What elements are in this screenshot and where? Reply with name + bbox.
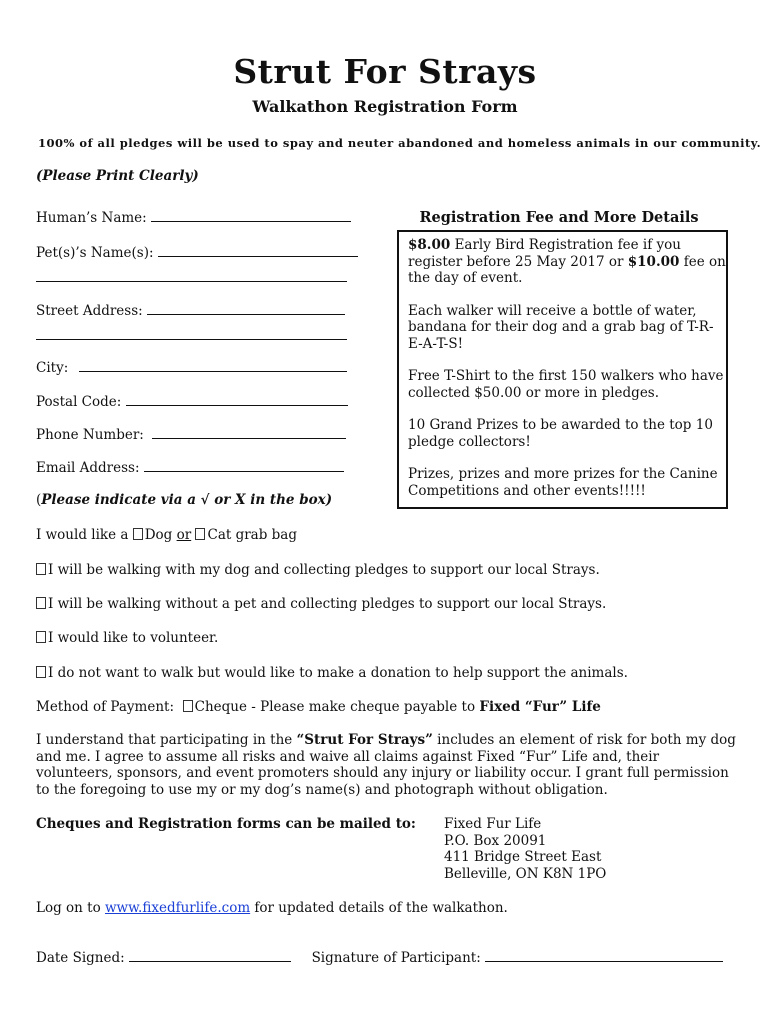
volunteer-label: I would like to volunteer. [48, 630, 219, 646]
donation-label: I do not want to walk but would like to make a donation to help support the animals. [48, 665, 628, 681]
signature-input-line[interactable] [485, 949, 723, 962]
payment-label: Method of Payment: [36, 699, 175, 715]
mailing-address [444, 816, 606, 882]
pledge-note: 100% of all pledges will be used to spay and neuter abandoned and homeless animals in our community. [38, 136, 762, 150]
waiver-text-a: I understand that participating in the [36, 732, 297, 748]
day-of-text: fee on the day of event. [408, 253, 726, 286]
email-address-input-line[interactable] [144, 459, 344, 472]
option-walk-with-dog [36, 562, 600, 578]
grab-bag-label: I would like a [36, 527, 133, 543]
indicate-text: Please indicate via a √ or X in the box) [41, 492, 333, 508]
early-bird-price: $8.00 [408, 237, 451, 253]
city-input-line[interactable] [79, 359, 347, 372]
address-line-4: Belleville, ON K8N 1PO [444, 865, 607, 882]
day-of-price: $10.00 [627, 253, 680, 270]
phone-number-input-line[interactable] [152, 426, 346, 439]
date-signed-label: Date Signed: [36, 950, 125, 966]
date-signed-input-line[interactable] [129, 949, 291, 962]
address-line-2: P.O. Box 20091 [444, 832, 547, 849]
walk-without-pet-label: I will be walking without a pet and collecting pledges to support our local Strays. [48, 596, 607, 612]
postal-code-input-line[interactable] [126, 393, 348, 406]
waiver-event-name: “Strut For Strays” [296, 732, 433, 748]
fee-item-bottle: Each walker will receive a bottle of water, bandana for their dog and a grab bag of T-R-E-A-T-S! [408, 302, 714, 352]
waiver-text-b: includes an element of risk for both my dog and me. I agree to assume all risks and waive all claims against Fixed “Fur” Life and, their volunteers, sponsors, and event promoters should any injury or liability occur. I grant full permission to the foregoing to use my or my dog’s name(s) and photograph without obligation. [36, 732, 736, 798]
street-address-label: Street Address: [36, 303, 143, 319]
payment-method [36, 699, 601, 715]
cheque-checkbox[interactable] [183, 700, 193, 712]
phone-number-field [36, 426, 346, 443]
pet-name-label: Pet(s)’s Name(s): [36, 245, 154, 261]
pet-name-field [36, 244, 358, 261]
mail-heading: Cheques and Registration forms can be mailed to: [36, 816, 416, 832]
city-label: City: [36, 360, 69, 376]
email-address-field [36, 459, 344, 476]
signature-row [36, 949, 723, 966]
address-line-3: 411 Bridge Street East [444, 849, 602, 865]
indicate-paren: ( [36, 492, 42, 508]
logon-text-a: Log on to [36, 900, 105, 916]
grab-bag-option [36, 527, 297, 543]
human-name-label: Human’s Name: [36, 210, 147, 226]
fee-details-box [397, 230, 728, 509]
pet-name-input-line-2[interactable] [36, 281, 347, 282]
walk-with-dog-checkbox[interactable] [36, 563, 46, 575]
option-donation [36, 665, 628, 681]
early-bird-text: Early Bird Registration fee if you register before 25 May 2017 or [408, 237, 681, 270]
email-address-label: Email Address: [36, 460, 140, 476]
fee-item-tshirt: Free T-Shirt to the first 150 walkers who have collected $50.00 or more in pledges. [408, 368, 724, 401]
walk-with-dog-label: I will be walking with my dog and collecting pledges to support our local Strays. [48, 562, 600, 578]
walk-without-pet-checkbox[interactable] [36, 597, 46, 609]
form-subtitle: Walkathon Registration Form [252, 97, 518, 116]
print-note: (Please Print Clearly) [36, 168, 199, 184]
human-name-field [36, 209, 351, 226]
indicate-instruction [36, 492, 332, 508]
volunteer-checkbox[interactable] [36, 631, 46, 643]
street-address-input-line[interactable] [147, 302, 345, 315]
cat-checkbox[interactable] [195, 528, 205, 540]
cheque-label: Cheque - Please make cheque payable to [194, 699, 480, 715]
street-address-input-line-2[interactable] [36, 339, 347, 340]
form-title: Strut For Strays [233, 52, 537, 91]
human-name-input-line[interactable] [151, 209, 351, 222]
postal-code-field [36, 393, 348, 410]
street-address-field [36, 302, 345, 319]
city-field [36, 359, 347, 376]
or-label: or [176, 527, 192, 543]
payee-name: Fixed “Fur” Life [479, 699, 601, 715]
fee-item-early-bird [408, 237, 726, 287]
logon-text-b: for updated details of the walkathon. [250, 900, 508, 916]
pet-name-input-line[interactable] [158, 244, 358, 257]
logon-note [36, 900, 508, 916]
postal-code-label: Postal Code: [36, 394, 122, 410]
website-link[interactable]: www.fixedfurlife.com [104, 900, 251, 916]
dog-label: Dog [144, 527, 177, 543]
phone-number-label: Phone Number: [36, 427, 144, 443]
address-line-1: Fixed Fur Life [444, 816, 542, 832]
fee-box-heading: Registration Fee and More Details [419, 209, 699, 226]
fee-item-grand-prizes: 10 Grand Prizes to be awarded to the top 10 pledge collectors! [408, 417, 713, 450]
fee-item-competitions: Prizes, prizes and more prizes for the Canine Competitions and other events!!!!! [408, 466, 718, 499]
donation-checkbox[interactable] [36, 666, 46, 678]
option-volunteer [36, 630, 218, 646]
signature-label: Signature of Participant: [311, 950, 481, 966]
cat-label: Cat grab bag [207, 527, 297, 543]
waiver-paragraph [36, 732, 736, 798]
dog-checkbox[interactable] [133, 528, 143, 540]
option-walk-without-pet [36, 596, 606, 612]
